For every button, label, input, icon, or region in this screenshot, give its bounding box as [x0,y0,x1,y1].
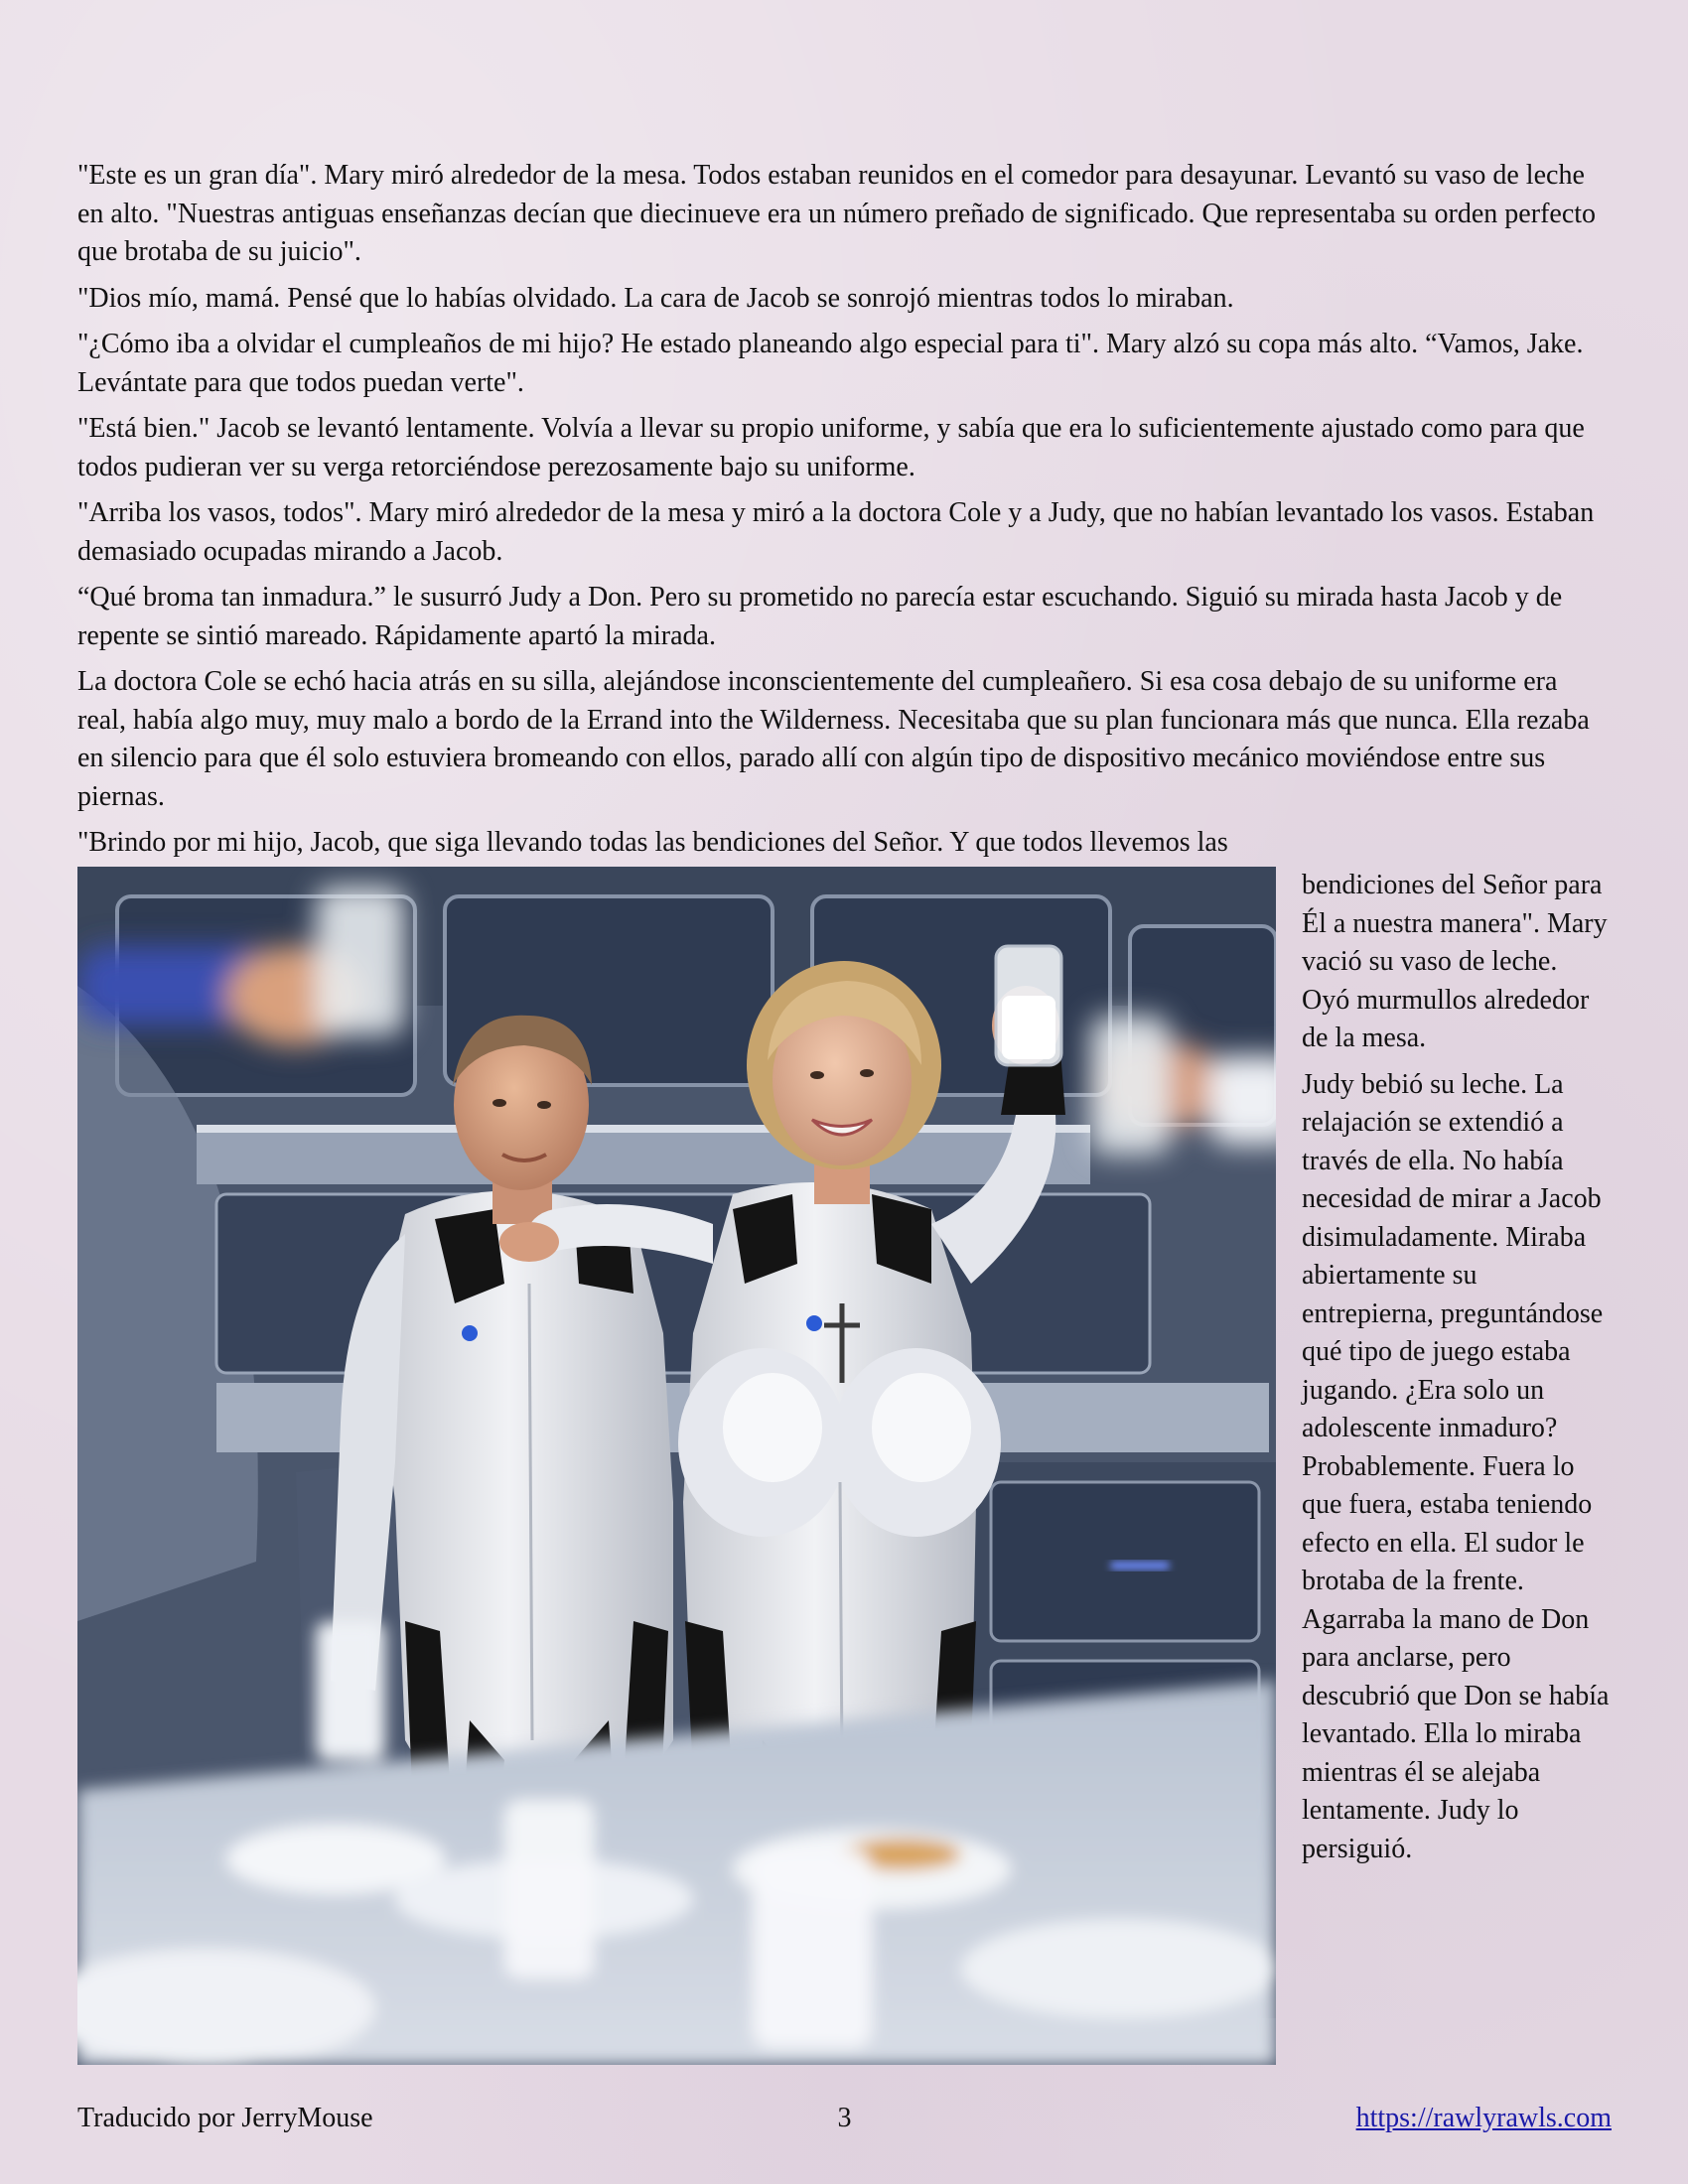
paragraph-8: "Brindo por mi hijo, Jacob, que siga llevando todas las bendiciones del Señor. Y que todos llevemos las [77,827,1228,858]
page-number: 3 [837,2103,852,2133]
paragraph-2: "Dios mío, mamá. Pensé que lo habías olvidado. La cara de Jacob se sonrojó mientras todos lo miraban. [77,282,1234,314]
translator-credit: Traducido por JerryMouse [77,2103,373,2133]
page-footer [77,2103,1612,2142]
side-paragraph-1: bendiciones del Señor para Él a nuestra manera". Mary vació su vaso de leche. Oyó murmullos alrededor de la mesa. [1302,870,1608,1053]
website-link[interactable]: https://rawlyrawls.com [1355,2103,1612,2133]
figure-with-wrapped-text [77,867,1612,2068]
paragraph-1: "Este es un gran día". Mary miró alrededor de la mesa. Todos estaban reunidos en el comedor para desayunar. Levantó su vaso de leche en alto. "Nuestras antiguas enseñanzas decían que diecinueve era un número preñado de significado. Que representaba su orden perfecto que brotaba de su juicio". [77,160,1597,267]
paragraph-7: La doctora Cole se echó hacia atrás en su silla, alejándose inconscientemente del cumpleañero. Si esa cosa debajo de su uniforme era real, había algo muy, muy malo a bordo de la Errand into the Wilderness. Necesitaba que su plan funcionara más que nunca. Ella rezaba en silencio para que él solo estuviera bromeando con ellos, parado allí con algún tipo de dispositivo mecánico moviéndose entre sus piernas. [77,666,1590,812]
story-illustration [77,867,1276,2065]
body-text [77,157,1607,871]
paragraph-6: “Qué broma tan inmadura.” le susurró Judy a Don. Pero su prometido no parecía estar escuchando. Siguió su mirada hasta Jacob y de repente se sintió mareado. Rápidamente apartó la mirada. [77,582,1563,651]
paragraph-5: "Arriba los vasos, todos". Mary miró alrededor de la mesa y miró a la doctora Cole y a Judy, que no habían levantado los vasos. Estaban demasiado ocupadas mirando a Jacob. [77,497,1595,567]
side-paragraph-2: Judy bebió su leche. La relajación se extendió a través de ella. No había necesidad de mirar a Jacob disimuladamente. Miraba abiertamente su entrepierna, preguntándose qué tipo de juego estaba jugando. ¿Era solo un adolescente inmaduro? Probablemente. Fuera lo que fuera, estaba teniendo efecto en ella. El sudor le brotaba de la frente. Agarraba la mano de Don para anclarse, pero descubrió que Don se había levantado. Ella lo miraba mientras él se alejaba lentamente. Judy lo persiguió. [1302,1068,1610,1864]
wrapped-side-text [1302,867,1612,1876]
paragraph-4: "Está bien." Jacob se levantó lentamente. Volvía a llevar su propio uniforme, y sabía que era lo suficientemente ajustado como para que todos pudieran ver su verga retorciéndose perezosamente bajo su uniforme. [77,413,1585,482]
paragraph-3: "¿Cómo iba a olvidar el cumpleaños de mi hijo? He estado planeando algo especial para ti". Mary alzó su copa más alto. “Vamos, Jake. Levántate para que todos puedan verte". [77,329,1584,398]
